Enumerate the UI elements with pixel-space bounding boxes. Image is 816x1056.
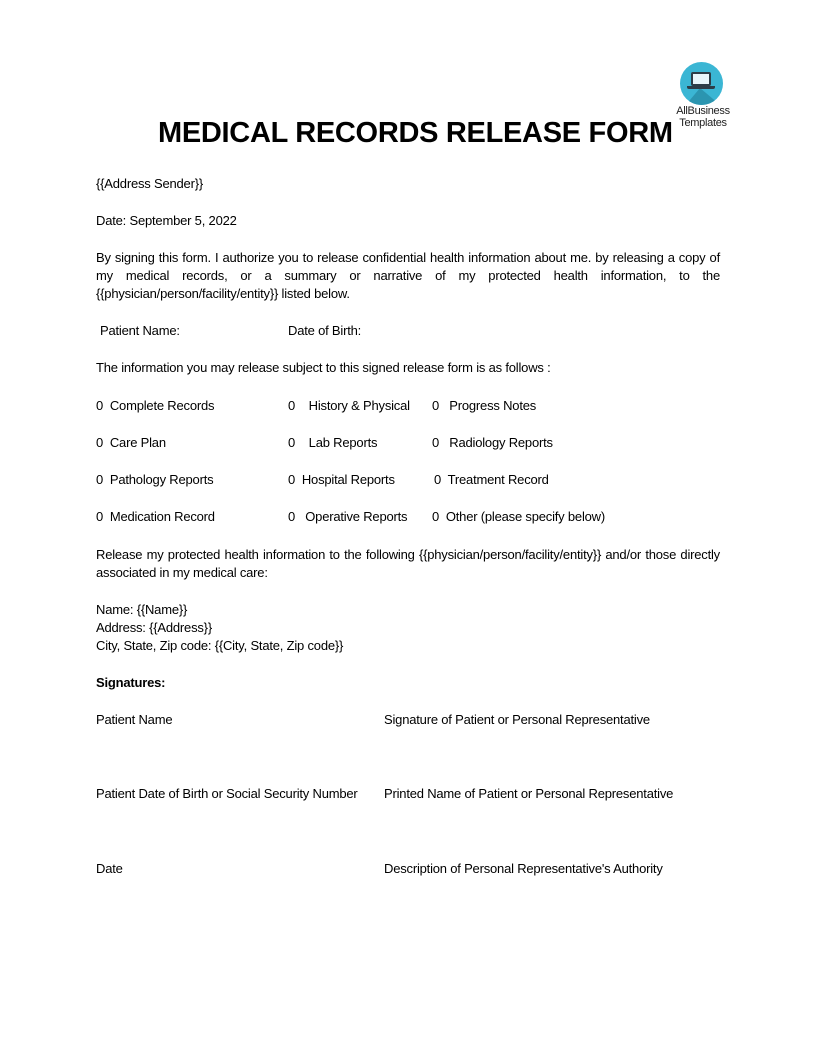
option-hospital-reports: 0 Hospital Reports [288,472,395,487]
option-medication-record: 0 Medication Record [96,509,215,524]
option-care-plan: 0 Care Plan [96,435,166,450]
sig-signature-patient-rep: Signature of Patient or Personal Representative [384,712,650,727]
allbusiness-logo [670,60,740,134]
sig-patient-name: Patient Name [96,712,173,727]
sig-rep-authority: Description of Personal Representative's Authority [384,861,663,876]
address-sender: {{Address Sender}} [96,176,203,191]
option-treatment-record: 0 Treatment Record [434,472,549,487]
recipient-city-state-zip: City, State, Zip code: {{City, State, Zip code}} [96,638,344,653]
sig-dob-ssn: Patient Date of Birth or Social Security Number [96,786,358,801]
signatures-heading: Signatures: [96,675,166,690]
option-progress-notes: 0 Progress Notes [432,398,537,413]
info-intro: The information you may release subject to this signed release form is as follows : [96,360,551,375]
option-other: 0 Other (please specify below) [432,509,605,524]
sig-date: Date [96,861,123,876]
logo-line1: AllBusiness [676,105,730,117]
option-radiology-reports: 0 Radiology Reports [432,435,553,450]
sig-printed-name: Printed Name of Patient or Personal Representative [384,786,674,801]
option-pathology-reports: 0 Pathology Reports [96,472,214,487]
recipient-name: Name: {{Name}} [96,602,188,617]
date-line: Date: September 5, 2022 [96,213,237,228]
release-paragraph: Release my protected health information to the following {{physician/person/facility/entity}} and/or those directly associated in my medical care: [96,547,720,580]
page-title: MEDICAL RECORDS RELEASE FORM [158,117,673,149]
logo-line2: Templates [679,117,727,129]
laptop-icon [680,62,723,105]
option-lab-reports: 0 Lab Reports [288,435,378,450]
option-history-physical: 0 History & Physical [288,398,410,413]
authorization-paragraph: By signing this form. I authorize you to release confidential health information about me. by releasing a copy of my medical records, or a summary or narrative of my protected health information, to the {{physician/person/facility/entity}} listed below. [96,250,720,301]
date-of-birth-label: Date of Birth: [288,323,362,338]
patient-name-label: Patient Name: [100,323,180,338]
option-operative-reports: 0 Operative Reports [288,509,408,524]
logo-text [670,105,736,129]
option-complete-records: 0 Complete Records [96,398,215,413]
recipient-address: Address: {{Address}} [96,620,212,635]
